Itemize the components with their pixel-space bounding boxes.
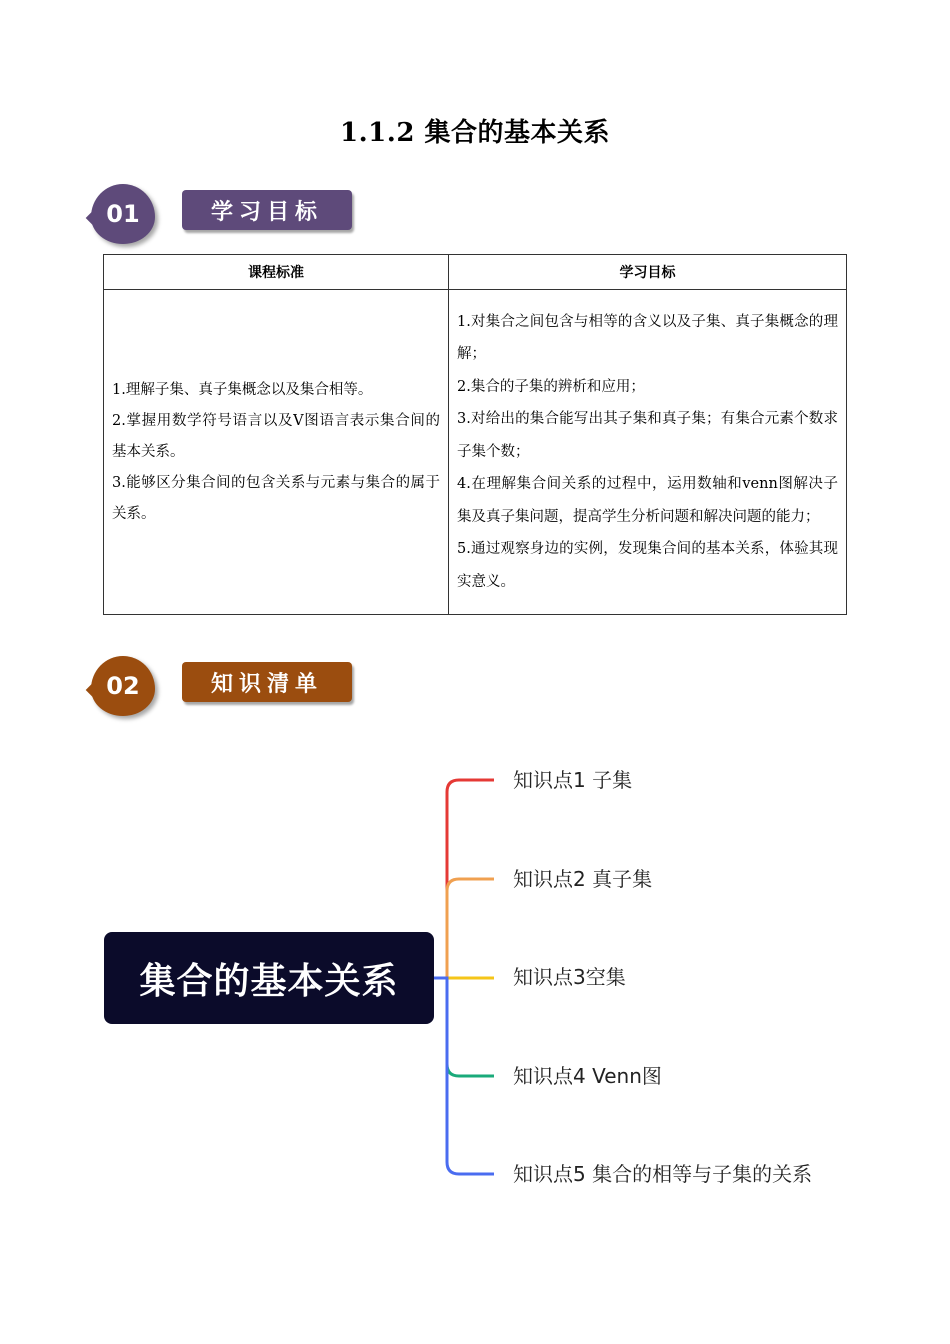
section-label-badge: 学习目标 — [182, 190, 352, 230]
mindmap-root: 集合的基本关系 — [104, 932, 434, 1024]
list-item: 3.能够区分集合间的包含关系与元素与集合的属于关系。 — [112, 474, 440, 522]
list-item: 1.对集合之间包含与相等的含义以及子集、真子集概念的理解； — [457, 313, 838, 363]
list-item: 5.通过观察身边的实例，发现集合间的基本关系，体验其现实意义。 — [457, 541, 838, 590]
list-item: 3.对给出的集合能写出其子集和真子集；有集合元素个数求子集个数； — [457, 411, 838, 460]
list-item: 4.在理解集合间关系的过程中，运用数轴和venn图解决子集及真子集问题，提高学生分析问题和解决问题的能力； — [457, 476, 838, 525]
mindmap-node-subset: 知识点1 子集 — [513, 768, 633, 792]
page-title: 1.1.2 集合的基本关系 — [340, 118, 610, 148]
table-header-goals: 学习目标 — [449, 255, 847, 290]
table-header-curriculum: 课程标准 — [104, 255, 449, 290]
mindmap-node-venn: 知识点4 Venn图 — [513, 1064, 662, 1088]
list-item: 2.集合的子集的辨析和应用； — [457, 378, 645, 395]
section-label-badge: 知识清单 — [182, 662, 352, 702]
mindmap-connector-4 — [434, 978, 494, 1076]
list-item: 2.掌握用数学符号语言以及V图语言表示集合间的基本关系。 — [112, 412, 440, 460]
mindmap-connector-2 — [434, 879, 494, 978]
list-item: 1.理解子集、真子集概念以及集合相等。 — [112, 381, 373, 398]
mindmap-node-empty-set: 知识点3空集 — [513, 965, 626, 989]
mindmap-node-set-equality: 知识点5 集合的相等与子集的关系 — [513, 1162, 813, 1186]
section-number: 01 — [106, 200, 140, 228]
mindmap-node-proper-subset: 知识点2 真子集 — [513, 867, 653, 891]
section-number: 02 — [106, 672, 140, 700]
